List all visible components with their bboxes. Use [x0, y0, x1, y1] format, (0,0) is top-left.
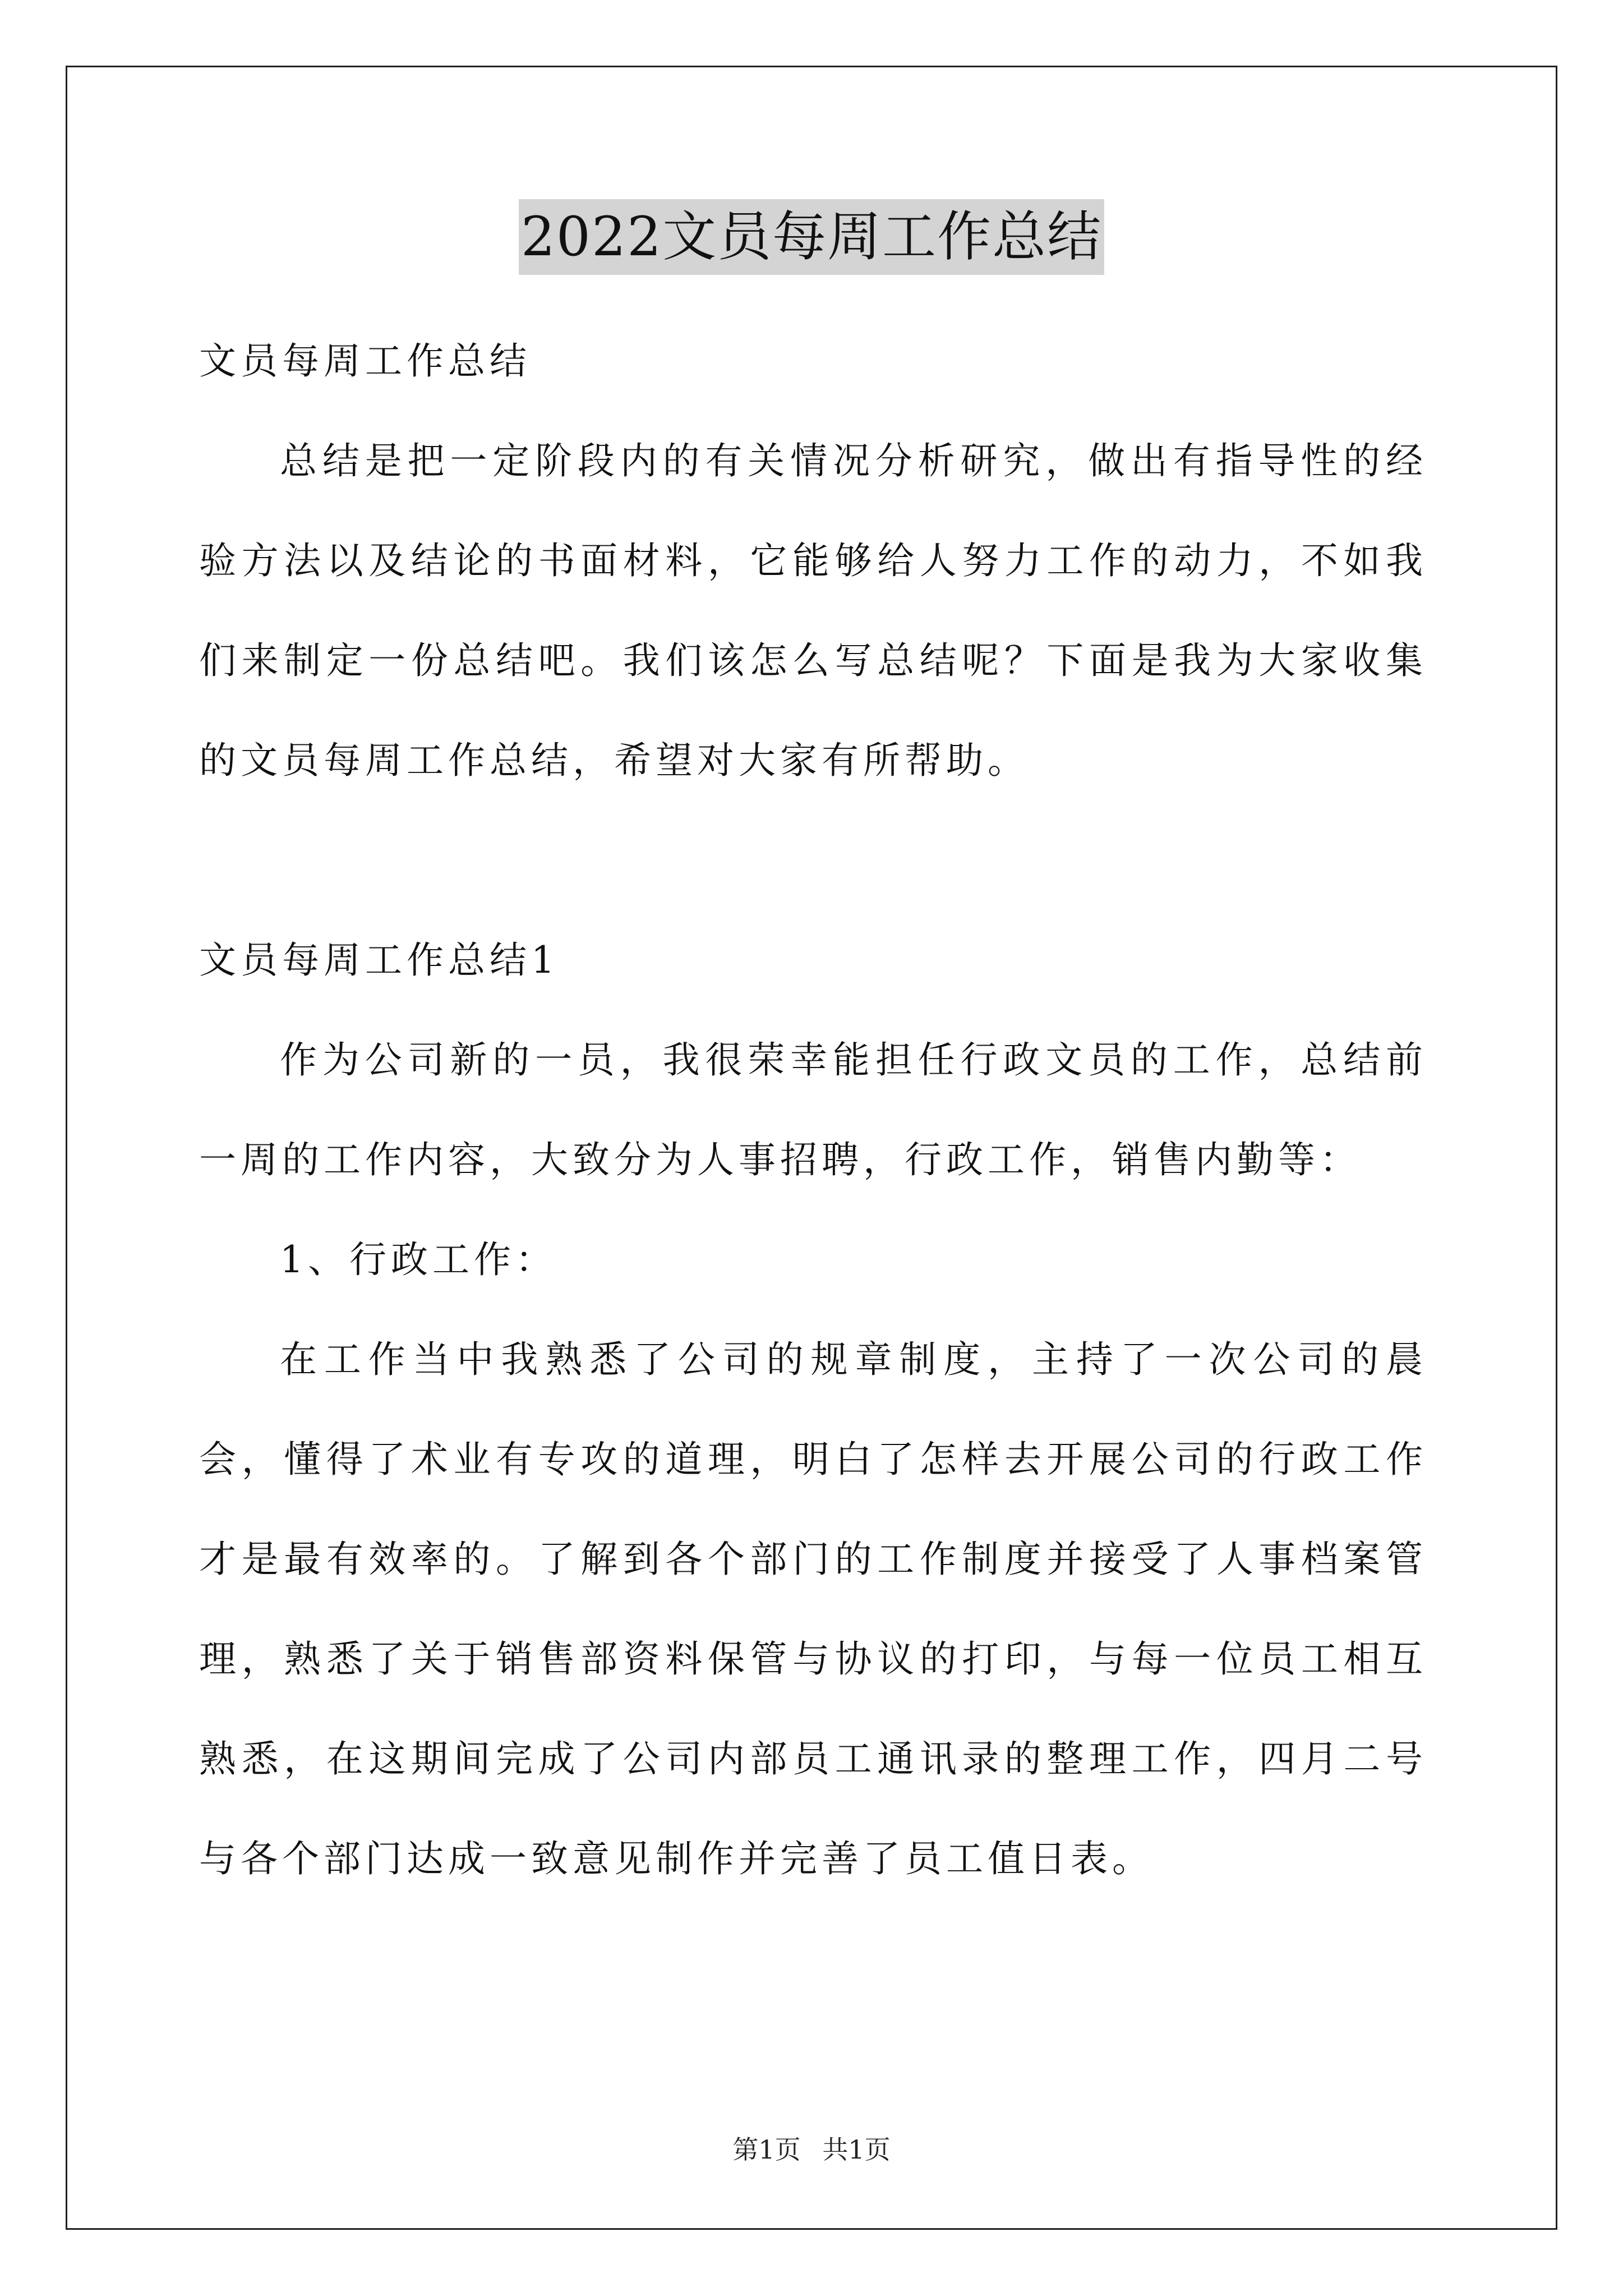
page-footer	[0, 2133, 1623, 2166]
title-container	[0, 199, 1623, 275]
page-total: 共1页	[822, 2134, 891, 2165]
document-title: 2022文员每周工作总结	[519, 199, 1104, 275]
section-heading-intro: 文员每周工作总结	[199, 339, 531, 383]
intro-paragraph: 总结是把一定阶段内的有关情况分析研究，做出有指导性的经验方法以及结论的书面材料，它能够给人努力工作的动力，不如我们来制定一份总结吧。我们该怎么写总结呢？下面是我为大家收集的文员每周工作总结，希望对大家有所帮助。	[199, 439, 1427, 782]
list-item-heading: 1、行政工作：	[280, 1238, 557, 1281]
page-number: 第1页	[732, 2134, 801, 2165]
body-paragraph-2: 在工作当中我熟悉了公司的规章制度，主持了一次公司的晨会，懂得了术业有专攻的道理，明白了怎样去开展公司的行政工作才是最有效率的。了解到各个部门的工作制度并接受了人事档案管理，熟悉了关于销售部资料保管与协议的打印，与每一位员工相互熟悉，在这期间完成了公司内部员工通讯录的整理工作，四月二号与各个部门达成一致意见制作并完善了员工值日表。	[199, 1338, 1427, 1880]
section-heading-1: 文员每周工作总结1	[199, 938, 559, 982]
document-body	[199, 311, 1427, 1909]
body-paragraph-1: 作为公司新的一员，我很荣幸能担任行政文员的工作，总结前一周的工作内容，大致分为人事招聘，行政工作，销售内勤等：	[199, 1038, 1427, 1181]
